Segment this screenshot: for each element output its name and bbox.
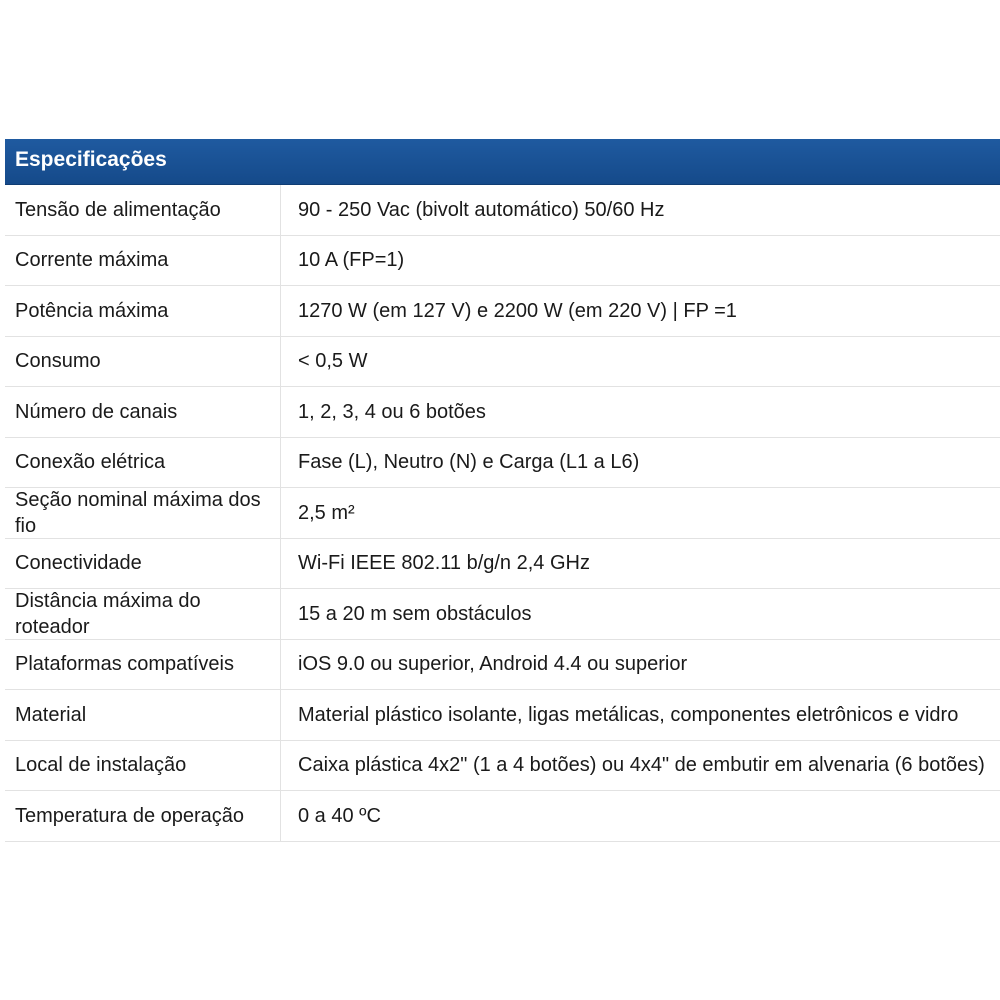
table-row	[5, 337, 1000, 388]
row-label: Número de canais	[5, 387, 281, 437]
row-value: 1, 2, 3, 4 ou 6 botões	[298, 400, 486, 423]
table-row	[5, 690, 1000, 741]
row-value: Caixa plástica 4x2" (1 a 4 botões) ou 4x4" de embutir em alvenaria (6 botões)	[298, 754, 985, 777]
row-value: 10 A (FP=1)	[298, 249, 405, 272]
table-row	[5, 791, 1000, 842]
row-value: iOS 9.0 ou superior, Android 4.4 ou superior	[298, 653, 688, 676]
row-value: 0 a 40 ºC	[298, 804, 381, 827]
table-row	[5, 741, 1000, 792]
row-label: Conectividade	[5, 539, 281, 589]
row-label: Local de instalação	[5, 741, 281, 791]
row-label: Material	[5, 690, 281, 740]
row-value: 15 a 20 m sem obstáculos	[298, 602, 532, 625]
row-value: Material plástico isolante, ligas metálicas, componentes eletrônicos e vidro	[298, 703, 959, 726]
row-label: Conexão elétrica	[5, 438, 281, 488]
row-label: Plataformas compatíveis	[5, 640, 281, 690]
table-row	[5, 387, 1000, 438]
table-row	[5, 539, 1000, 590]
table-row	[5, 589, 1000, 640]
row-value: 2,5 m²	[298, 501, 355, 524]
specifications-table	[5, 139, 1000, 842]
row-value: 1270 W (em 127 V) e 2200 W (em 220 V) | FP =1	[298, 299, 737, 322]
row-label: Distância máxima do roteador	[5, 589, 281, 639]
row-value: Wi-Fi IEEE 802.11 b/g/n 2,4 GHz	[298, 552, 590, 575]
row-label: Corrente máxima	[5, 236, 281, 286]
row-label: Temperatura de operação	[5, 791, 281, 841]
table-row	[5, 640, 1000, 691]
table-row	[5, 488, 1000, 539]
row-label: Seção nominal máxima dos fio	[5, 488, 281, 538]
row-value: < 0,5 W	[298, 350, 368, 373]
row-value: 90 - 250 Vac (bivolt automático) 50/60 Hz	[298, 198, 665, 221]
row-label: Tensão de alimentação	[5, 185, 281, 235]
table-row	[5, 185, 1000, 236]
row-label: Consumo	[5, 337, 281, 387]
row-label: Potência máxima	[5, 286, 281, 336]
table-header: Especificações	[5, 139, 1000, 185]
table-row	[5, 236, 1000, 287]
row-value: Fase (L), Neutro (N) e Carga (L1 a L6)	[298, 451, 640, 474]
table-row	[5, 286, 1000, 337]
table-row	[5, 438, 1000, 489]
